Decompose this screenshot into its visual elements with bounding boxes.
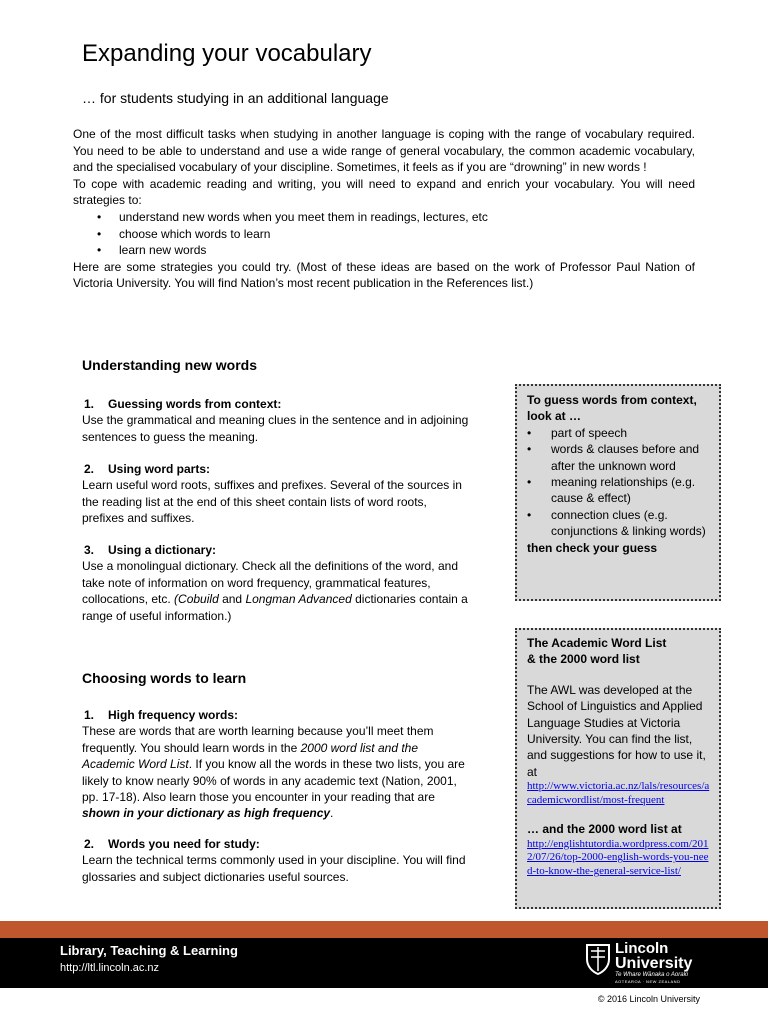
item-body: Learn the technical terms commonly used in your discipline. You will find glossaries and subject dictionaries useful sources. xyxy=(82,853,466,884)
footer-bar xyxy=(0,938,768,988)
list-item: • words & clauses before and after the unknown word xyxy=(527,441,711,474)
section-heading-understanding: Understanding new words xyxy=(82,357,258,373)
item-number: 1. xyxy=(84,708,95,722)
page-title: Expanding your vocabulary xyxy=(82,40,372,67)
strategy-study-words xyxy=(82,836,472,885)
body-italic: and xyxy=(374,740,402,755)
body-text: and xyxy=(218,592,246,607)
body-italic: 2000 word list xyxy=(300,740,375,755)
list-item: • choose which words to learn xyxy=(73,226,695,243)
box-heading: To guess words from context, look at … xyxy=(527,393,697,424)
footer-stripe xyxy=(0,921,768,938)
item-title: High frequency words: xyxy=(108,708,239,722)
item-body: Use the grammatical and meaning clues in the sentence and in adjoining sentences to guess the meaning. xyxy=(82,413,469,444)
awl-link[interactable]: http://www.victoria.ac.nz/lals/resources/academicwordlist/most-frequent xyxy=(527,780,710,806)
university-logo xyxy=(585,941,715,985)
box-bullet-list xyxy=(527,425,711,540)
word-list-box xyxy=(515,628,721,909)
body-bold-italic: shown in your dictionary as high frequency xyxy=(82,806,331,821)
box-heading: The Academic Word List xyxy=(527,636,667,650)
logo-text-line-2: University xyxy=(615,955,693,972)
body-text: . If you know all the words in these two lists, you are likely to know nearly 90% of words in any academic text (Nation, 2001, pp. 17-18). Also learn those you encounter in your reading that are xyxy=(82,757,465,805)
word-list-link[interactable]: http://englishtutordia.wordpress.com/2012/07/26/top-2000-english-words-you-need-to-know-the-general-service-list/ xyxy=(527,837,709,878)
crest-icon xyxy=(585,943,611,975)
list-item: • understand new words when you meet them in readings, lectures, etc xyxy=(73,209,695,226)
intro-paragraph-3: Here are some strategies you could try. (Most of these ideas are based on the work of Professor Paul Nation of Victoria University. You will find Nation’s most recent publication in the References list.) xyxy=(73,259,695,291)
body-text: dictionaries contain a range of useful information.) xyxy=(82,592,468,623)
body-italic: (Cobuild xyxy=(174,592,219,607)
footer-org: Library, Teaching & Learning xyxy=(60,943,238,958)
list-item: • meaning relationships (e.g. cause & effect) xyxy=(527,474,711,507)
list-item: • learn new words xyxy=(73,242,695,259)
logo-text-line-4: AOTEAROA · NEW ZEALAND xyxy=(615,979,681,984)
page-subtitle: … for students studying in an additional language xyxy=(82,90,389,106)
item-title: Words you need for study: xyxy=(108,837,260,851)
strategy-dictionary xyxy=(82,542,472,624)
body-italic: Longman Advanced xyxy=(245,592,352,607)
intro-paragraph-1: One of the most difficult tasks when studying in another language is coping with the range of vocabulary required. You need to be able to understand and use a wide range of general vocabulary, the common academic vocabulary, and the specialised vocabulary of your discipline. Sometimes, it feels as if you are “drowning” in new words ! xyxy=(73,127,695,175)
item-number: 2. xyxy=(84,837,95,851)
body-italic: the Academic Word List xyxy=(82,740,419,772)
item-title: Guessing words from context: xyxy=(108,397,282,411)
body-text: These are words that are worth learning because you’ll meet them frequently. You should learn words in the xyxy=(82,724,434,755)
intro-paragraph-2: To cope with academic reading and writing, you will need to expand and enrich your vocabulary. You will need strategies to: xyxy=(73,176,695,208)
item-number: 2. xyxy=(84,462,95,476)
section-heading-choosing: Choosing words to learn xyxy=(82,670,247,686)
box-footer: then check your guess xyxy=(527,540,658,555)
box-body-2: … and the 2000 word list at xyxy=(527,822,682,837)
logo-text-line-1: Lincoln xyxy=(615,940,669,957)
item-number: 3. xyxy=(84,543,95,557)
box-body: The AWL was developed at the School of Linguistics and Applied Language Studies at Victoria University. You can find the list, and suggestions for how to use it, at xyxy=(527,682,706,779)
box-subheading: & the 2000 word list xyxy=(527,652,640,667)
item-body xyxy=(82,558,472,624)
intro-section xyxy=(73,126,695,292)
item-title: Using word parts: xyxy=(108,462,211,476)
list-item: • connection clues (e.g. conjunctions & linking words) xyxy=(527,507,711,540)
item-number: 1. xyxy=(84,397,95,411)
intro-bullet-list xyxy=(73,209,695,259)
copyright: © 2016 Lincoln University xyxy=(597,994,700,1004)
context-tips-box xyxy=(515,384,721,601)
item-body xyxy=(82,723,472,821)
strategy-guessing-context xyxy=(82,396,472,445)
footer-url[interactable]: http://ltl.lincoln.ac.nz xyxy=(60,962,160,974)
item-title: Using a dictionary: xyxy=(108,543,217,557)
logo-text-line-3: Te Whare Wānaka o Aoraki xyxy=(615,972,688,978)
strategy-high-frequency xyxy=(82,707,472,822)
strategy-word-parts xyxy=(82,461,472,527)
list-item: • part of speech xyxy=(527,425,711,441)
body-text: Use a monolingual dictionary. Check all the definitions of the word, and take note of information on word frequency, grammatical features, collocations, etc. xyxy=(82,559,458,607)
body-text: . xyxy=(330,806,334,821)
item-body: Learn useful word roots, suffixes and prefixes. Several of the sources in the reading list at the end of this sheet contain lists of word roots, prefixes and suffixes. xyxy=(82,478,462,526)
